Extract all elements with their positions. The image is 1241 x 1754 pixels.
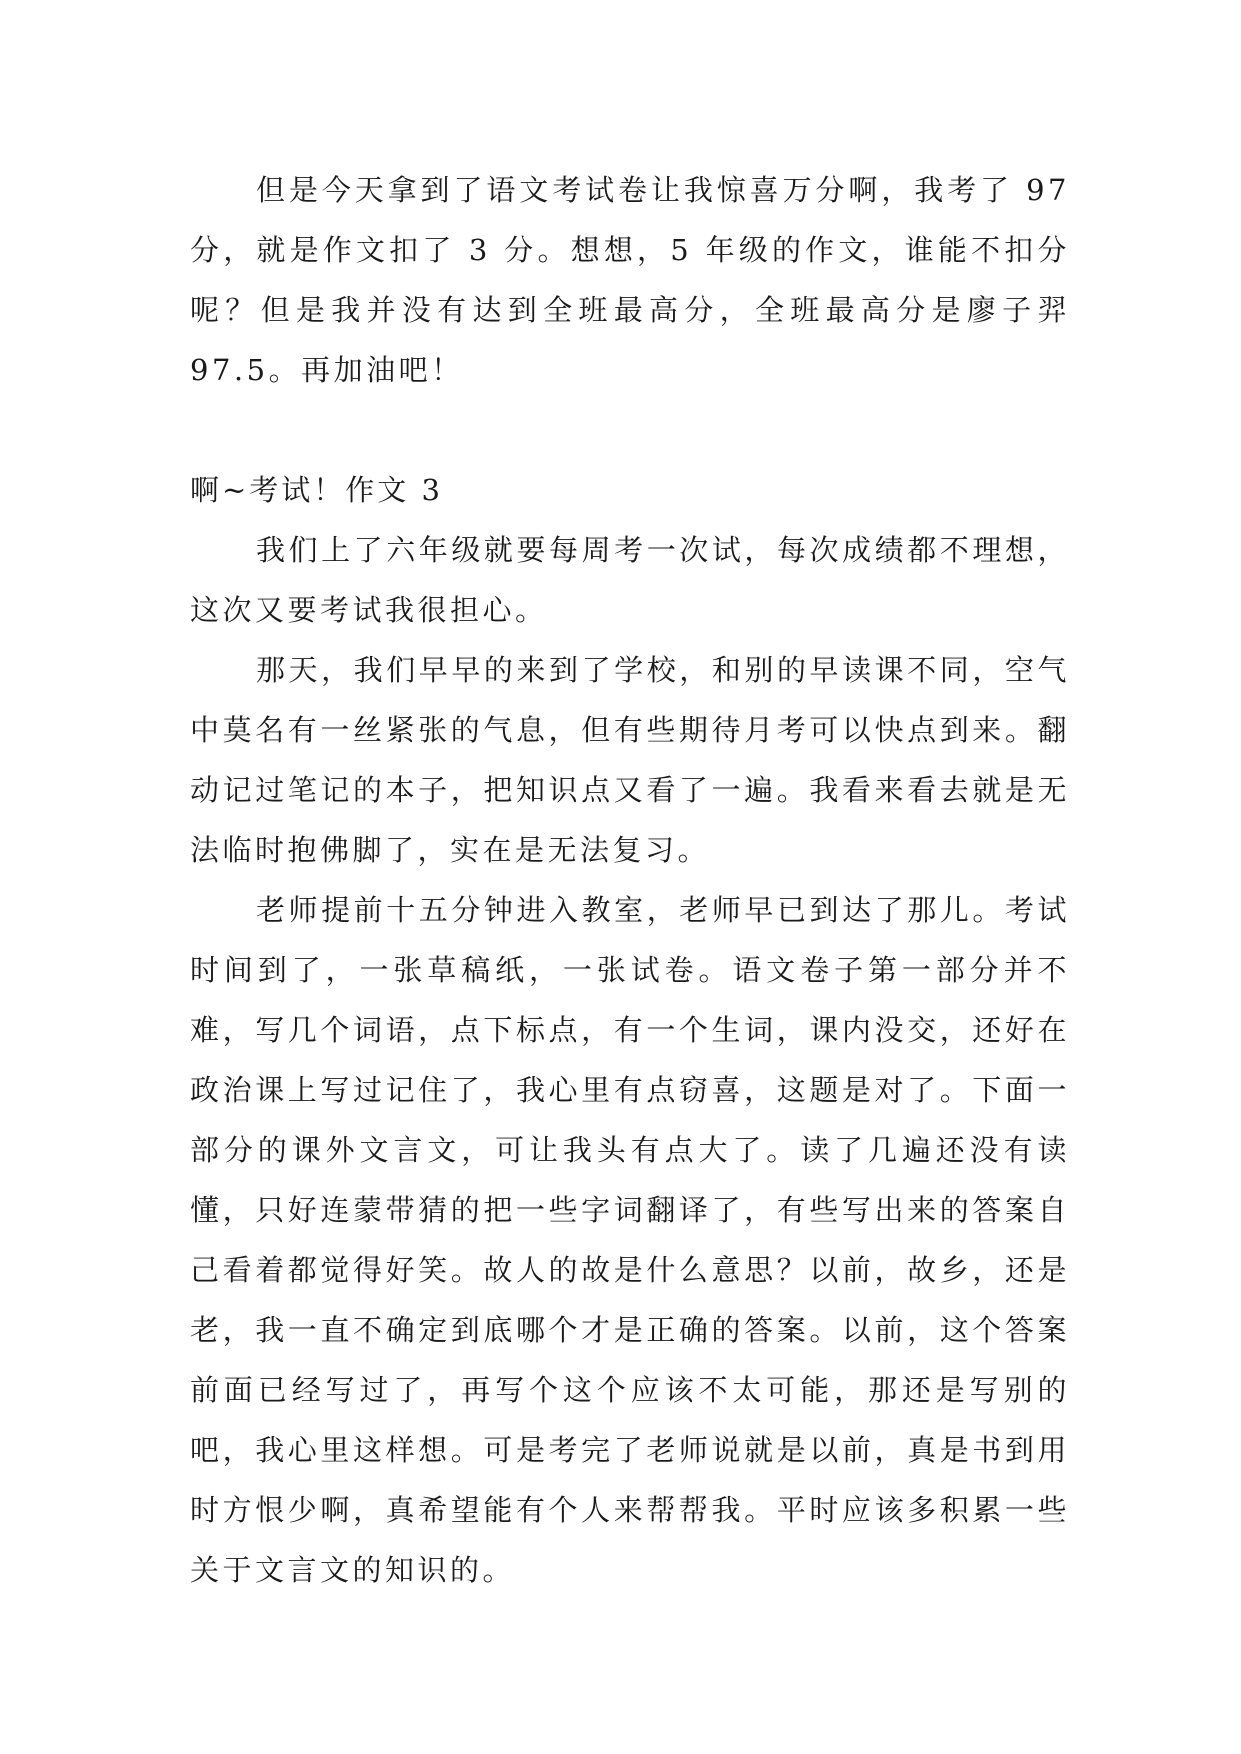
section-spacer (190, 400, 1070, 460)
body-paragraph: 那天，我们早早的来到了学校，和别的早读课不同，空气中莫名有一丝紧张的气息，但有些期待月考可以快点到来。翻动记过笔记的本子，把知识点又看了一遍。我看来看去就是无法临时抱佛脚了，实在是无法复习。 (190, 653, 1070, 867)
section-title: 啊~考试！作文 3 (190, 473, 443, 507)
body-paragraph: 我们上了六年级就要每周考一次试，每次成绩都不理想，这次又要考试我很担心。 (190, 533, 1070, 627)
document-page (190, 160, 1070, 1600)
body-paragraph: 老师提前十五分钟进入教室，老师早已到达了那儿。考试时间到了，一张草稿纸，一张试卷。语文卷子第一部分并不难，写几个词语，点下标点，有一个生词，课内没交，还好在政治课上写过记住了，我心里有点窃喜，这题是对了。下面一部分的课外文言文，可让我头有点大了。读了几遍还没有读懂，只好连蒙带猜的把一些字词翻译了，有些写出来的答案自己看着都觉得好笑。故人的故是什么意思？以前，故乡，还是老，我一直不确定到底哪个才是正确的答案。以前，这个答案前面已经写过了，再写个这个应该不太可能，那还是写别的吧，我心里这样想。可是考完了老师说就是以前，真是书到用时方恨少啊，真希望能有个人来帮帮我。平时应该多积累一些关于文言文的知识的。 (190, 893, 1070, 1587)
intro-paragraph: 但是今天拿到了语文考试卷让我惊喜万分啊，我考了 97 分，就是作文扣了 3 分。想想，5 年级的作文，谁能不扣分呢？但是我并没有达到全班最高分，全班最高分是廖子羿 97.5。再加油吧！ (190, 173, 1070, 387)
